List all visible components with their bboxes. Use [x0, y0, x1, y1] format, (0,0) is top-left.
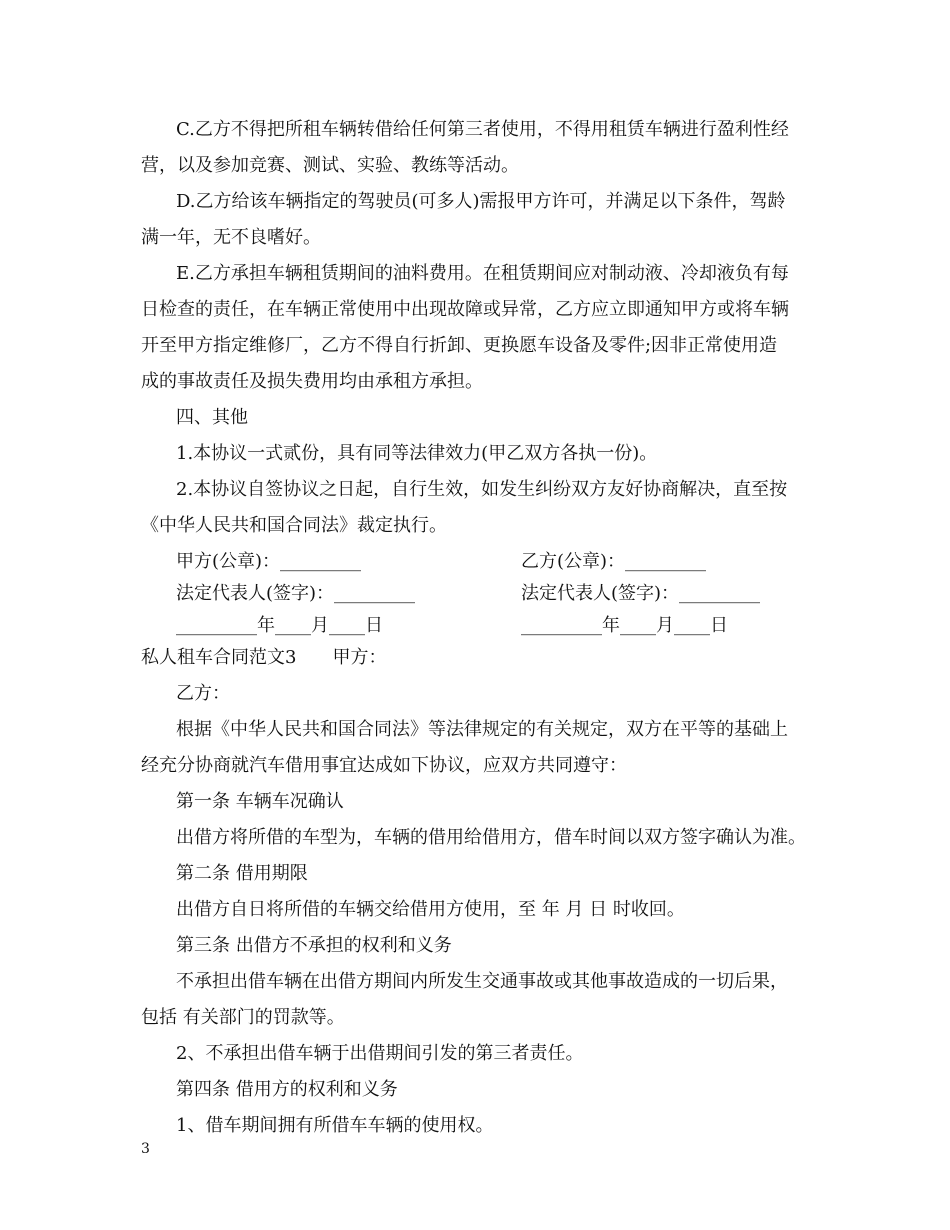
article-2-heading: 第二条 借用期限 — [176, 863, 308, 884]
clause-e-line-3: 开至甲方指定维修厂，乙方不得自行折卸、更换愿车设备及零件;因非正常使用造 — [141, 335, 778, 356]
clause-e-line-4: 成的事故责任及损失费用均由承租方承担。 — [141, 371, 483, 392]
party-b-representative: 法定代表人(签字)：_________ — [521, 583, 761, 604]
clause-e-line-1: E.乙方承担车辆租赁期间的油料费用。在租赁期间应对制动液、冷却液负有每 — [176, 263, 789, 284]
page-number: 3 — [141, 1141, 150, 1157]
clause-e-line-2: 日检查的责任，在车辆正常使用中出现故障或异常，乙方应立即通知甲方或将车辆 — [141, 299, 789, 320]
party-a-seal: 甲方(公章)：_________ — [176, 551, 362, 572]
article-1-text: 出借方将所借的车型为，车辆的借用给借用方，借车时间以双方签字确认为准。 — [176, 827, 806, 848]
clause-c-line-2: 营，以及参加竞赛、测试、实验、教练等活动。 — [141, 155, 519, 176]
preamble-line-2: 经充分协商就汽车借用事宜达成如下协议，应双方共同遵守： — [141, 755, 627, 776]
clause-d-line-1: D.乙方给该车辆指定的驾驶员(可多人)需报甲方许可，并满足以下条件，驾龄 — [176, 191, 786, 212]
contract-3-title: 私人租车合同范文3 甲方： — [141, 647, 387, 668]
other-item-1: 1.本协议一式贰份，具有同等法律效力(甲乙双方各执一份)。 — [176, 443, 658, 464]
section-heading-other: 四、其他 — [176, 407, 248, 428]
party-b-date: _________年____月____日 — [521, 615, 728, 636]
party-b-label: 乙方： — [176, 683, 230, 704]
article-3-heading: 第三条 出借方不承担的权利和义务 — [176, 935, 452, 956]
article-4-item-1: 1、借车期间拥有所借车车辆的使用权。 — [176, 1115, 494, 1136]
article-3-text-line-1: 不承担出借车辆在出借方期间内所发生交通事故或其他事故造成的一切后果， — [176, 971, 788, 992]
article-2-text: 出借方自日将所借的车辆交给借用方使用，至 年 月 日 时收回。 — [176, 899, 685, 920]
party-a-date: _________年____月____日 — [176, 615, 383, 636]
other-item-2-line-1: 2.本协议自签协议之日起，自行生效，如发生纠纷双方友好协商解决，直至按 — [176, 479, 788, 500]
other-item-2-line-2: 《中华人民共和国合同法》裁定执行。 — [141, 515, 447, 536]
article-1-heading: 第一条 车辆车况确认 — [176, 791, 344, 812]
party-b-seal: 乙方(公章)：_________ — [521, 551, 707, 572]
party-a-representative: 法定代表人(签字)：_________ — [176, 583, 416, 604]
article-4-heading: 第四条 借用方的权利和义务 — [176, 1079, 398, 1100]
article-3-text-line-2: 包括 有关部门的罚款等。 — [141, 1007, 345, 1028]
preamble-line-1: 根据《中华人民共和国合同法》等法律规定的有关规定，双方在平等的基础上 — [176, 719, 788, 740]
article-3-item-2: 2、不承担出借车辆于出借期间引发的第三者责任。 — [176, 1043, 584, 1064]
clause-d-line-2: 满一年，无不良嗜好。 — [141, 227, 321, 248]
clause-c-line-1: C.乙方不得把所租车辆转借给任何第三者使用，不得用租赁车辆进行盈利性经 — [176, 119, 789, 140]
